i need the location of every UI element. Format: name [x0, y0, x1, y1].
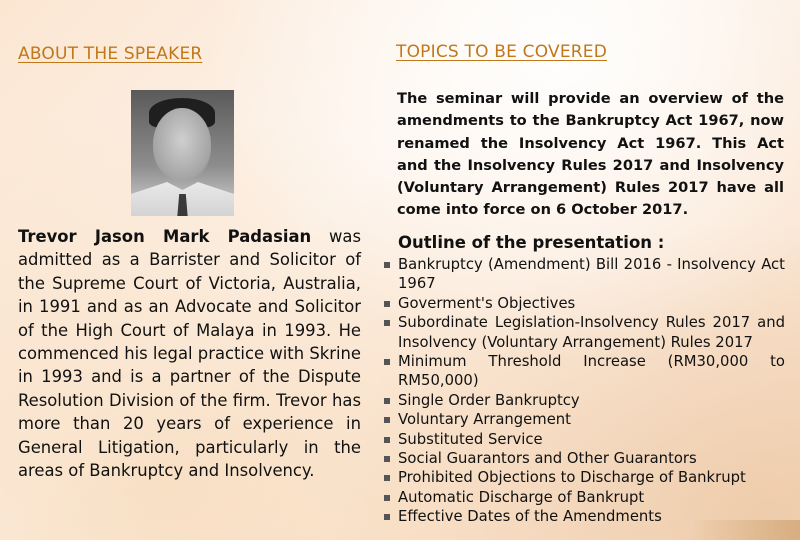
- topic-item-text: Social Guarantors and Other Guarantors: [398, 450, 697, 468]
- topic-item: [384, 488, 785, 507]
- decorative-corner: [690, 520, 800, 540]
- topic-list: [384, 255, 785, 527]
- topic-item-text: Prohibited Objections to Discharge of Bankrupt: [398, 469, 746, 487]
- topic-item-text: Single Order Bankruptcy: [398, 391, 580, 409]
- topic-item-text: Subordinate Legislation-Insolvency Rules 2017 and Insolvency (Voluntary Arrangement) Rules 2017: [398, 314, 785, 351]
- seminar-intro: The seminar will provide an overview of the amendments to the Bankruptcy Act 1967, now renamed the Insolvency Act 1967. This Act and the Insolvency Rules 2017 and Insolvency (Voluntary Arrangement) Rules 2017 have all come into force on 6 October 2017.: [397, 90, 784, 219]
- square-bullet-icon: [384, 475, 390, 481]
- topic-item: [384, 352, 785, 391]
- square-bullet-icon: [384, 301, 390, 307]
- topic-item: [384, 294, 785, 313]
- topic-item-text: Substituted Service: [398, 430, 543, 448]
- topic-item-text: Goverment's Objectives: [398, 294, 576, 312]
- speaker-name: Trevor Jason Mark Padasian: [18, 227, 312, 246]
- square-bullet-icon: [384, 262, 390, 268]
- topic-item: [384, 255, 785, 294]
- topic-item-text: Automatic Discharge of Bankrupt: [398, 488, 645, 506]
- about-speaker-heading: ABOUT THE SPEAKER: [18, 44, 203, 64]
- speaker-bio-text: was admitted as a Barrister and Solicitor of the Supreme Court of Victoria, Australia, in 1991 and as an Advocate and Solicitor of the High Court of Malaya in 1993. He commenced his legal practice with Skrine in 1993 and is a partner of the Dispute Resolution Division of the firm. Trevor has more than 20 years of experience in General Litigation, particularly in the areas of Bankruptcy and Insolvency.: [18, 227, 361, 481]
- topics-heading: TOPICS TO BE COVERED: [396, 42, 608, 62]
- square-bullet-icon: [384, 437, 390, 443]
- square-bullet-icon: [384, 398, 390, 404]
- square-bullet-icon: [384, 320, 390, 326]
- topic-item: [384, 410, 785, 429]
- square-bullet-icon: [384, 495, 390, 501]
- outline-title: Outline of the presentation :: [398, 233, 665, 252]
- topic-item-text: Minimum Threshold Increase (RM30,000 to RM50,000): [398, 353, 785, 390]
- topic-item-text: Bankruptcy (Amendment) Bill 2016 - Insolvency Act 1967: [398, 256, 785, 293]
- topic-item: [384, 449, 785, 468]
- topic-item-text: Effective Dates of the Amendments: [398, 508, 662, 526]
- topic-item: [384, 313, 785, 352]
- square-bullet-icon: [384, 417, 390, 423]
- speaker-photo: [131, 90, 234, 216]
- topic-item-text: Voluntary Arrangement: [398, 411, 571, 429]
- speaker-bio: [18, 225, 361, 482]
- square-bullet-icon: [384, 359, 390, 365]
- topic-item: [384, 430, 785, 449]
- topic-item: [384, 391, 785, 410]
- square-bullet-icon: [384, 514, 390, 520]
- topic-item: [384, 468, 785, 487]
- square-bullet-icon: [384, 456, 390, 462]
